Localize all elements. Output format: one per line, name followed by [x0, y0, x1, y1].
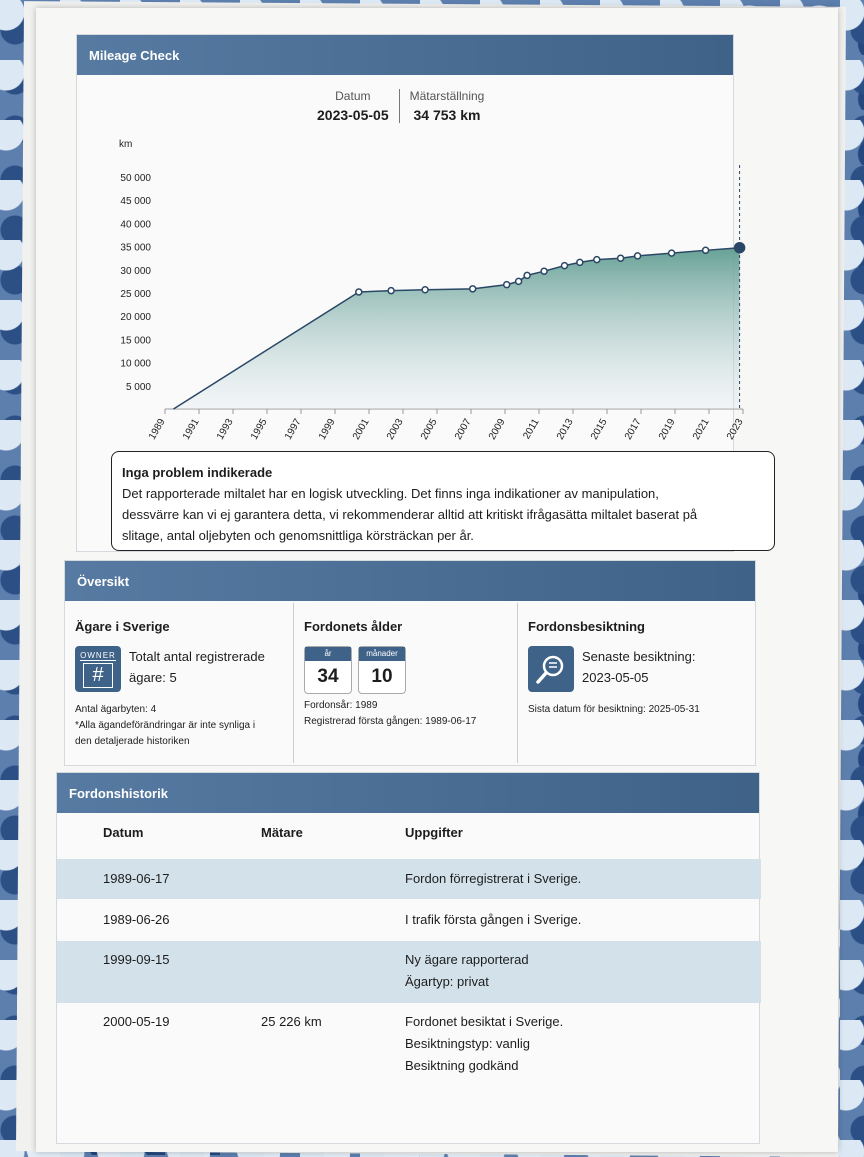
reading-value: 34 753 km [413, 107, 481, 123]
inspection-title: Fordonsbesiktning [528, 619, 645, 634]
history-title: Fordonshistorik [57, 773, 759, 813]
date-value: 2023-05-05 [317, 107, 389, 123]
note-title: Inga problem indikerade [122, 465, 273, 480]
vehicle-age-panel [293, 603, 517, 763]
y-axis-label: km [119, 139, 133, 150]
row-detail: Fordonet besiktat i Sverige. [405, 1014, 564, 1029]
row-detail: Ny ägare rapporterad [405, 952, 529, 967]
overview-section [64, 560, 756, 766]
y-tick-label: 20 000 [120, 312, 151, 324]
data-point [635, 253, 641, 259]
owner-footnote: *Alla ägandeförändringar är inte synliga i [75, 720, 256, 731]
x-tick-label: 2015 [588, 417, 610, 442]
x-tick-label: 2021 [690, 417, 712, 442]
table-row [57, 941, 761, 1003]
x-tick-label: 1993 [214, 417, 236, 442]
mileage-check-title: Mileage Check [77, 35, 733, 75]
row-date: 1999-09-15 [103, 952, 170, 967]
x-tick-label: 1997 [282, 417, 304, 442]
row-date: 1989-06-26 [103, 912, 170, 927]
mileage-check-section [76, 34, 746, 552]
table-row [57, 859, 761, 899]
inspection-deadline: Sista datum för besiktning: 2025-05-31 [528, 704, 700, 715]
y-tick-label: 15 000 [120, 335, 151, 347]
data-point [703, 247, 709, 253]
x-tick-label: 2013 [554, 417, 576, 442]
data-point [669, 250, 675, 256]
x-tick-label: 1991 [180, 417, 202, 442]
months-calendar-icon: månader 10 [358, 646, 406, 694]
y-tick-label: 35 000 [120, 242, 151, 254]
data-point [618, 255, 624, 261]
row-detail: Besiktningstyp: vanlig [405, 1036, 531, 1051]
x-tick-label: 2007 [452, 417, 474, 442]
data-point [594, 257, 600, 263]
age-months: 10 [371, 666, 393, 687]
col-header-meter: Mätare [261, 825, 303, 840]
inspection-magnifier-icon [528, 646, 574, 692]
overview-title: Översikt [65, 561, 755, 601]
x-tick-label: 2009 [486, 417, 508, 442]
mileage-chart [77, 127, 746, 447]
table-row [57, 1003, 761, 1093]
mileage-note [111, 451, 775, 551]
x-tick-label: 2005 [418, 417, 440, 442]
years-calendar-icon: år 34 [304, 646, 352, 694]
latest-data-point [735, 243, 745, 253]
note-line: slitage, antal oljebyten och genomsnittliga körsträckan per år. [122, 528, 474, 543]
latest-reading [307, 89, 494, 123]
data-point [504, 282, 510, 288]
date-label: Datum [335, 89, 371, 103]
note-line: Det rapporterade miltalet har en logisk utveckling. Det finns inga indikationer av manipulation, [122, 486, 659, 501]
row-detail: I trafik första gången i Sverige. [405, 912, 582, 927]
x-tick-label: 2023 [724, 417, 746, 442]
row-detail: Fordon förregistrerat i Sverige. [405, 871, 582, 886]
y-tick-label: 25 000 [120, 289, 151, 300]
owners-total-value: ägare: 5 [129, 670, 177, 685]
row-date: 1989-06-17 [103, 871, 170, 886]
data-point [524, 272, 530, 278]
inspection-panel [517, 603, 755, 763]
x-tick-label: 2001 [350, 417, 372, 442]
col-header-date: Datum [103, 825, 144, 840]
x-tick-label: 1999 [316, 417, 338, 442]
owner-changes: Antal ägarbyten: 4 [75, 704, 157, 715]
row-detail: Besiktning godkänd [405, 1058, 519, 1073]
owners-panel [65, 603, 293, 763]
data-point [470, 286, 476, 292]
x-tick-label: 2011 [521, 417, 542, 442]
x-tick-label: 2003 [384, 417, 406, 442]
x-tick-label: 2019 [656, 417, 678, 442]
row-detail: Ägartyp: privat [405, 974, 489, 989]
vehicle-history-section [56, 772, 760, 1144]
y-tick-label: 30 000 [120, 265, 151, 277]
mileage-area [174, 248, 740, 409]
x-tick-label: 1995 [248, 417, 270, 442]
data-point [388, 288, 394, 294]
latest-inspection-date: 2023-05-05 [582, 670, 649, 685]
table-row [57, 899, 761, 941]
age-years: 34 [317, 666, 339, 687]
y-tick-label: 10 000 [120, 358, 151, 370]
latest-inspection-label: Senaste besiktning: [582, 649, 696, 664]
note-line: dessvärre kan vi ej garantera detta, vi rekommenderar alltid att kritiskt ifrågasätta miltalet baserat på [122, 507, 698, 522]
reading-label: Mätarställning [409, 89, 485, 103]
owners-total-line: Totalt antal registrerade [129, 649, 265, 664]
row-date: 2000-05-19 [103, 1014, 170, 1029]
col-header-details: Uppgifter [405, 825, 463, 840]
data-point [562, 263, 568, 269]
data-point [541, 268, 547, 274]
x-tick-label: 1989 [146, 417, 168, 442]
data-point [356, 289, 362, 295]
y-tick-label: 45 000 [120, 196, 151, 208]
data-point [516, 278, 522, 284]
y-tick-label: 40 000 [120, 219, 151, 231]
data-point [577, 259, 583, 265]
model-year: Fordonsår: 1989 [304, 700, 378, 711]
x-tick-label: 2017 [622, 417, 644, 442]
owner-footnote: den detaljerade historiken [75, 736, 190, 747]
data-point [422, 287, 428, 293]
owner-icon: OWNER # [75, 646, 121, 692]
age-title: Fordonets ålder [304, 619, 403, 634]
y-tick-label: 50 000 [120, 173, 151, 184]
row-meter: 25 226 km [261, 1014, 322, 1029]
first-registration: Registrerad första gången: 1989-06-17 [304, 716, 477, 727]
y-tick-label: 5 000 [125, 381, 151, 393]
owners-title: Ägare i Sverige [75, 619, 170, 634]
